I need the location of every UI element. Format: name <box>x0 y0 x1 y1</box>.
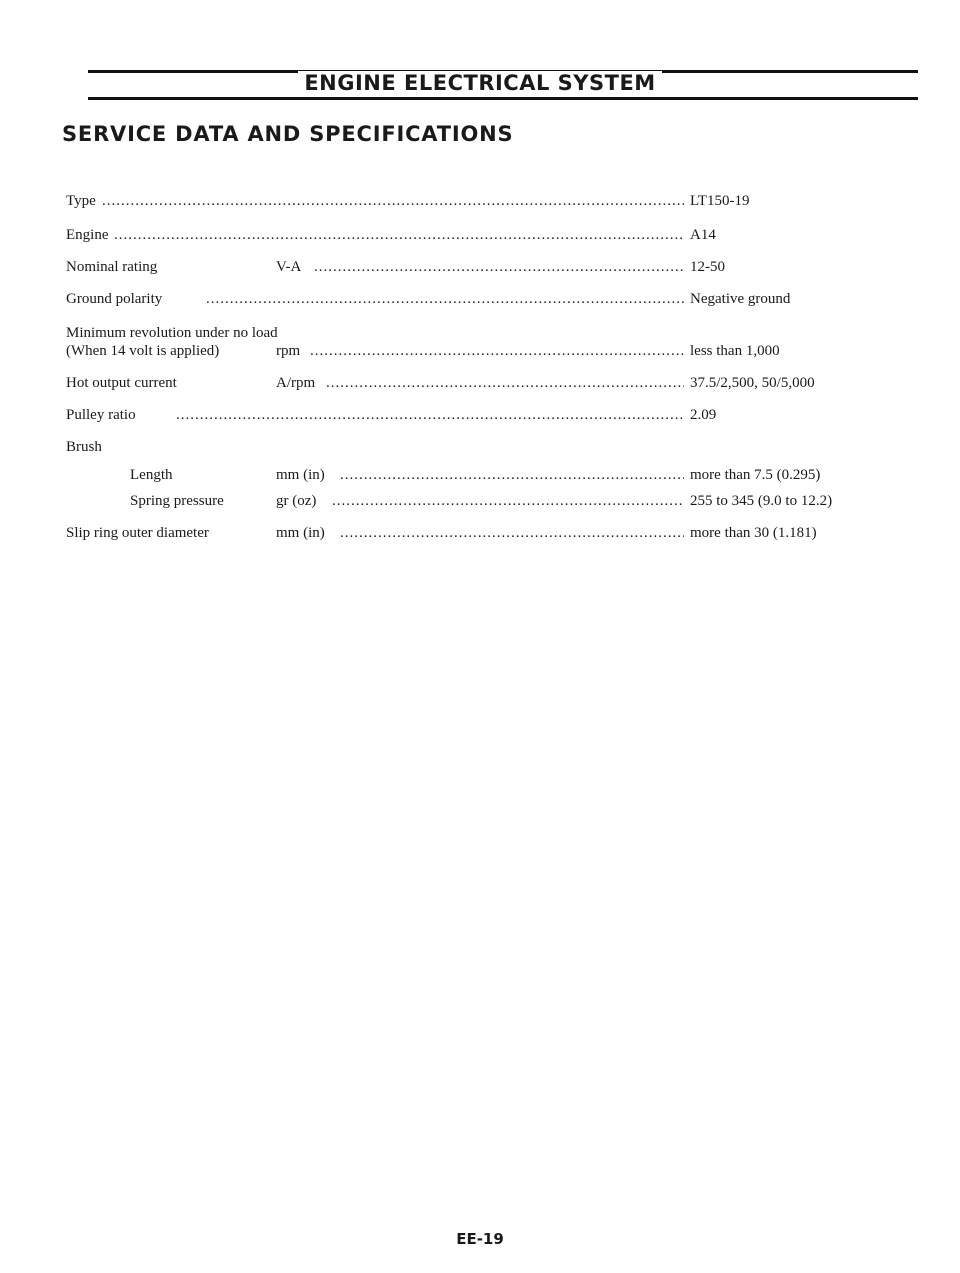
header-rule-bottom <box>88 97 918 100</box>
leader-dots <box>102 192 684 211</box>
section-title <box>0 70 960 97</box>
leader-dots <box>314 258 684 277</box>
spec-label: Hot output current <box>66 375 177 391</box>
spec-label: Pulley ratio <box>66 407 136 423</box>
spec-label: Slip ring outer diameter <box>66 525 209 541</box>
spec-unit: mm (in) <box>276 525 325 541</box>
spec-value: LT150-19 <box>690 193 750 209</box>
spec-label: Ground polarity <box>66 291 163 307</box>
leader-dots <box>310 342 684 361</box>
leader-dots <box>114 226 684 245</box>
spec-value: less than 1,000 <box>690 343 780 359</box>
leader-dots <box>176 406 684 425</box>
leader-dots <box>326 374 684 393</box>
spec-label: Spring pressure <box>130 493 224 509</box>
spec-label-sub: (When 14 volt is applied) <box>66 343 220 359</box>
spec-unit: gr (oz) <box>276 493 317 509</box>
leader-dots <box>340 524 684 543</box>
spec-value: more than 7.5 (0.295) <box>690 467 821 483</box>
spec-unit: mm (in) <box>276 467 325 483</box>
spec-unit: rpm <box>276 343 301 359</box>
spec-value: Negative ground <box>690 291 791 307</box>
leader-dots <box>206 290 684 309</box>
spec-value: 12-50 <box>690 259 725 275</box>
spec-value: more than 30 (1.181) <box>690 525 817 541</box>
section-title-text: ENGINE ELECTRICAL SYSTEM <box>298 71 661 95</box>
spec-value: 2.09 <box>690 407 717 423</box>
spec-value: A14 <box>690 227 716 243</box>
leader-dots <box>332 492 684 511</box>
spec-label: Brush <box>66 439 102 455</box>
spec-label: Length <box>130 467 173 483</box>
spec-value: 37.5/2,500, 50/5,000 <box>690 375 815 391</box>
spec-label: Type <box>66 193 96 209</box>
page-number: EE-19 <box>456 1230 504 1248</box>
spec-unit: V-A <box>276 259 302 275</box>
spec-unit: A/rpm <box>276 375 316 391</box>
spec-label: Minimum revolution under no load <box>66 325 278 341</box>
page-heading: SERVICE DATA AND SPECIFICATIONS <box>62 122 514 146</box>
spec-label: Engine <box>66 227 109 243</box>
spec-value: 255 to 345 (9.0 to 12.2) <box>690 493 833 509</box>
leader-dots <box>340 466 684 485</box>
spec-label: Nominal rating <box>66 259 158 275</box>
